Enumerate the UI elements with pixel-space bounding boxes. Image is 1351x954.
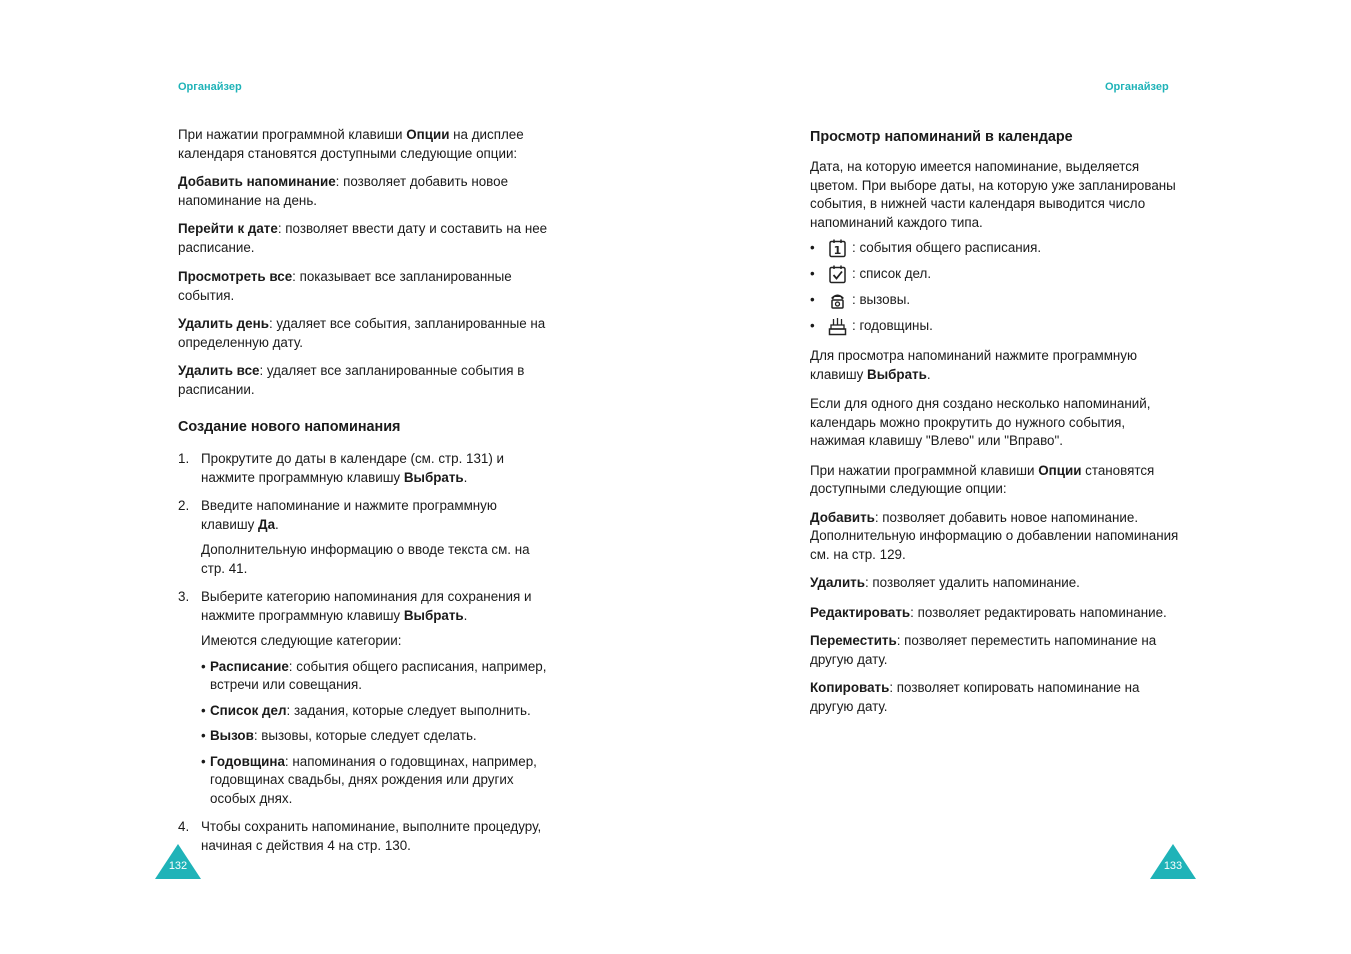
step-2-note: Дополнительную информацию о вводе текста см. на стр. 41. (201, 542, 530, 576)
step-3: 3. Выберите категорию напоминания для сохранения и нажмите программную клавишу Выбрать. (178, 589, 532, 623)
step-2: 2. Введите напоминание и нажмите программную клавишу Да. (178, 498, 497, 532)
cake-icon (828, 317, 847, 336)
svg-text:1: 1 (833, 243, 842, 257)
category-todo: • Список дел: задания, которые следует выполнить. (201, 702, 531, 718)
option-move: Переместить: позволяет переместить напоминание на другую дату. (810, 633, 1157, 667)
section-title-create: Создание нового напоминания (178, 419, 401, 435)
icon-legend (810, 235, 1180, 339)
checklist-icon (828, 265, 847, 284)
calendar-icon (828, 239, 847, 258)
right-page-body (810, 127, 1180, 716)
step-3-note: Имеются следующие категории: (201, 633, 402, 648)
section-title-view: Просмотр напоминаний в календаре (810, 129, 1073, 145)
icon-item-todo: • : список дел. (810, 261, 1180, 287)
category-call: • Вызов: вызовы, которые следует сделать. (201, 728, 477, 743)
icon-item-call: • : вызовы. (810, 287, 1180, 313)
option-go-to-date: Перейти к дате: позволяет ввести дату и составить на нее расписание. (178, 221, 548, 255)
page-number-right: 133 (1163, 860, 1183, 872)
category-anniversary: • Годовщина: напоминания о годовщинах, например, годовщинах свадьбы, днях рождения или других особых днях. (201, 753, 537, 806)
phone-icon (828, 291, 847, 310)
step-1: 1. Прокрутите до даты в календаре (см. стр. 131) и нажмите программную клавишу Выбрать. (178, 451, 505, 485)
page-number-left: 132 (168, 860, 188, 872)
option-copy: Копировать: позволяет копировать напоминание на другую дату. (810, 680, 1140, 714)
scroll-instruction: Если для одного дня создано несколько напоминаний, календарь можно прокрутить до нужного события, нажимая клавишу "Влево" или "Вправо". (810, 396, 1151, 448)
view-instruction: Для просмотра напоминаний нажмите программную клавишу Выбрать. (810, 348, 1138, 382)
option-add-reminder: Добавить напоминание: позволяет добавить новое напоминание на день. (178, 174, 509, 208)
option-edit: Редактировать: позволяет редактировать напоминание. (810, 604, 1167, 620)
left-page-body (178, 126, 548, 855)
icon-item-schedule: • 1 : события общего расписания. (810, 239, 1042, 257)
option-delete: Удалить: позволяет удалить напоминание. (810, 575, 1080, 590)
view-options-intro: При нажатии программной клавиши Опции становятся доступными следующие опции: (810, 462, 1155, 496)
category-schedule: • Расписание: события общего расписания, например, встречи или совещания. (201, 658, 547, 692)
options-intro: При нажатии программной клавиши Опции на дисплее календаря становятся доступными следующие опции: (178, 127, 524, 161)
option-add: Добавить: позволяет добавить новое напоминание. Дополнительную информацию о добавлении напоминания см. на стр. 129. (810, 509, 1179, 562)
option-delete-day: Удалить день: удаляет все события, запланированные на определенную дату. (178, 316, 546, 350)
option-view-all: Просмотреть все: показывает все запланированные события. (178, 269, 512, 303)
option-delete-all: Удалить все: удаляет все запланированные события в расписании. (178, 363, 525, 397)
step-4: 4. Чтобы сохранить напоминание, выполните процедуру, начиная с действия 4 на стр. 130. (178, 819, 542, 853)
view-intro: Дата, на которую имеется напоминание, выделяется цветом. При выборе даты, на которую уже запланированы события, в нижней части календаря выводится число напоминаний каждого типа. (810, 159, 1176, 230)
page-header-left: Органайзер (178, 81, 242, 93)
icon-item-anniversary: • : годовщины. (810, 313, 1180, 339)
page-header-right: Органайзер (1105, 81, 1169, 93)
